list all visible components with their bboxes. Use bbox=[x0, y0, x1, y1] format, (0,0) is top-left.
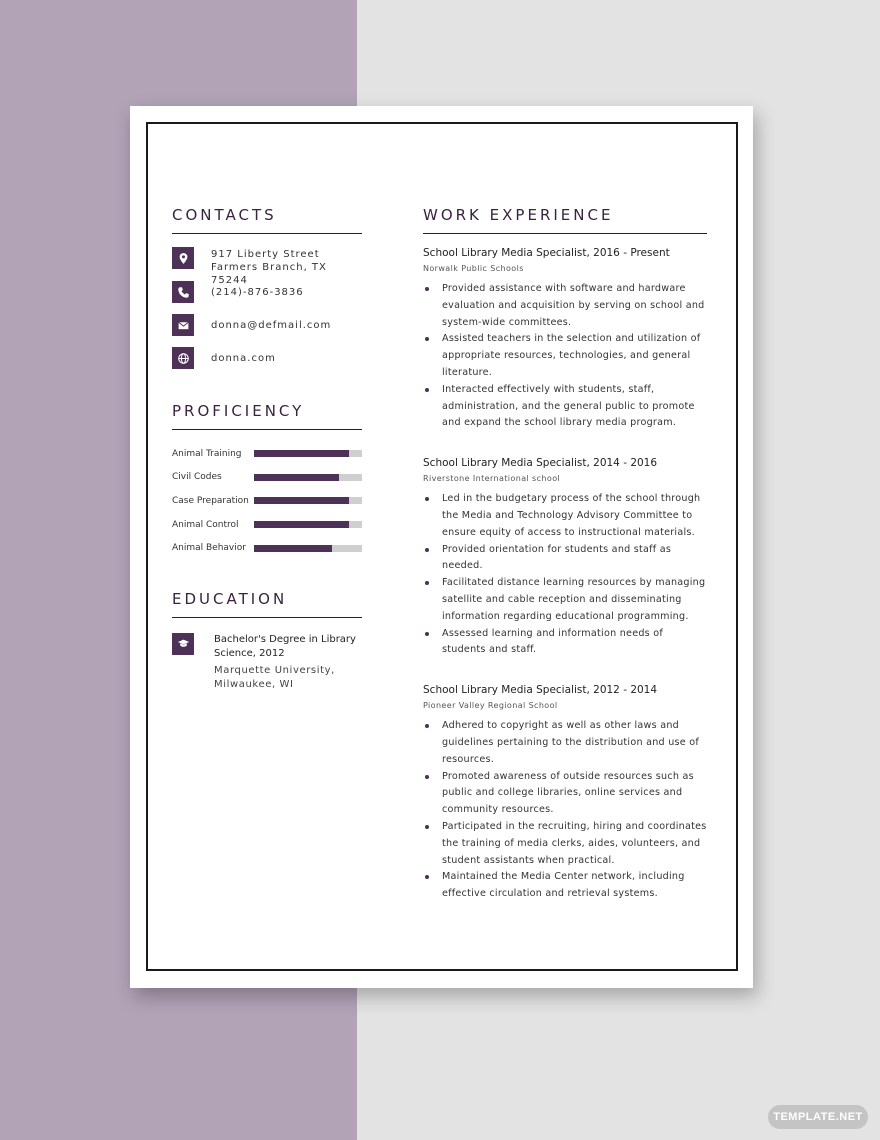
proficiency-item bbox=[172, 466, 362, 490]
address-line-1: 917 Liberty Street bbox=[211, 249, 320, 260]
contacts-heading: CONTACTS bbox=[172, 206, 362, 234]
proficiency-bar-fill bbox=[254, 474, 339, 481]
job-bullet: Assessed learning and information needs of students and staff. bbox=[423, 626, 707, 660]
job-bullet: Provided orientation for students and staff as needed. bbox=[423, 542, 707, 576]
graduation-cap-icon bbox=[172, 633, 194, 655]
proficiency-label: Case Preparation bbox=[172, 495, 249, 506]
job-entry bbox=[423, 247, 707, 432]
job-bullet: Assisted teachers in the selection and utilization of appropriate resources, technologies, and general literature. bbox=[423, 331, 707, 381]
proficiency-section bbox=[172, 402, 362, 560]
proficiency-heading: PROFICIENCY bbox=[172, 402, 362, 430]
job-bullet: Led in the budgetary process of the school through the Media and Technology Advisory Committee to ensure equity of access to instructional materials. bbox=[423, 491, 707, 541]
proficiency-item bbox=[172, 489, 362, 513]
contact-list bbox=[172, 247, 362, 380]
job-entry bbox=[423, 684, 707, 903]
proficiency-bar-fill bbox=[254, 545, 332, 552]
job-bullet-list bbox=[423, 281, 707, 432]
proficiency-bar-fill bbox=[254, 521, 349, 528]
job-bullet: Provided assistance with software and hardware evaluation and acquisition by serving on school and system-wide committees. bbox=[423, 281, 707, 331]
job-company: Norwalk Public Schools bbox=[423, 264, 524, 273]
proficiency-bar bbox=[254, 545, 362, 552]
job-bullet: Maintained the Media Center network, including effective circulation and retrieval systems. bbox=[423, 869, 707, 903]
proficiency-bar-fill bbox=[254, 497, 349, 504]
proficiency-list bbox=[172, 442, 362, 560]
job-bullet: Adhered to copyright as well as other laws and guidelines pertaining to the distribution and use of resources. bbox=[423, 718, 707, 768]
education-heading: EDUCATION bbox=[172, 590, 362, 618]
website-text[interactable]: donna.com bbox=[211, 353, 276, 364]
work-experience-heading: WORK EXPERIENCE bbox=[423, 206, 707, 234]
location-pin-icon bbox=[172, 247, 194, 269]
job-bullet: Facilitated distance learning resources by managing satellite and cable reception and disseminating information regarding educational programming. bbox=[423, 575, 707, 625]
proficiency-bar bbox=[254, 474, 362, 481]
phone-text[interactable]: (214)-876-3836 bbox=[211, 287, 304, 298]
envelope-icon bbox=[172, 314, 194, 336]
education-section bbox=[172, 590, 362, 692]
proficiency-item bbox=[172, 442, 362, 466]
proficiency-item bbox=[172, 536, 362, 560]
left-column bbox=[172, 206, 362, 692]
job-title: School Library Media Specialist, 2016 - Present bbox=[423, 247, 670, 259]
contact-website bbox=[172, 347, 362, 380]
contact-email bbox=[172, 314, 362, 347]
job-bullet: Participated in the recruiting, hiring and coordinates the training of media clerks, aides, volunteers, and student assistants when practical. bbox=[423, 819, 707, 869]
job-entry bbox=[423, 457, 707, 659]
email-text[interactable]: donna@defmail.com bbox=[211, 320, 332, 331]
proficiency-label: Animal Behavior bbox=[172, 543, 246, 554]
job-company: Riverstone International school bbox=[423, 474, 561, 484]
job-company: Pioneer Valley Regional School bbox=[423, 701, 558, 711]
proficiency-label: Animal Control bbox=[172, 519, 239, 530]
job-title: School Library Media Specialist, 2014 - 2016 bbox=[423, 457, 658, 470]
right-column bbox=[423, 206, 707, 903]
job-bullet: Interacted effectively with students, staff, administration, and the general public to promote and expand the school library media program. bbox=[423, 382, 707, 432]
education-details bbox=[214, 633, 362, 692]
job-bullet-list bbox=[423, 491, 707, 659]
template-net-watermark: TEMPLATE.NET bbox=[768, 1105, 868, 1129]
proficiency-bar bbox=[254, 521, 362, 528]
job-bullet: Promoted awareness of outside resources such as public and college libraries, online services and community resources. bbox=[423, 769, 707, 819]
contact-address bbox=[172, 247, 362, 286]
proficiency-bar-fill bbox=[254, 450, 349, 457]
proficiency-bar bbox=[254, 497, 362, 504]
job-title: School Library Media Specialist, 2012 - 2014 bbox=[423, 684, 658, 697]
resume-sheet bbox=[130, 106, 753, 988]
globe-icon bbox=[172, 347, 194, 369]
education-degree: Bachelor's Degree in Library Science, 2012 bbox=[214, 633, 356, 659]
proficiency-label: Animal Training bbox=[172, 448, 242, 459]
job-list bbox=[423, 247, 707, 903]
address-line-2: Farmers Branch, TX 75244 bbox=[211, 262, 327, 286]
education-entry bbox=[172, 633, 362, 692]
job-bullet-list bbox=[423, 718, 707, 903]
proficiency-bar bbox=[254, 450, 362, 457]
contacts-section bbox=[172, 206, 362, 380]
proficiency-label: Civil Codes bbox=[172, 472, 222, 483]
phone-icon bbox=[172, 281, 194, 303]
proficiency-item bbox=[172, 513, 362, 537]
education-school: Marquette University, Milwaukee, WI bbox=[214, 664, 335, 690]
